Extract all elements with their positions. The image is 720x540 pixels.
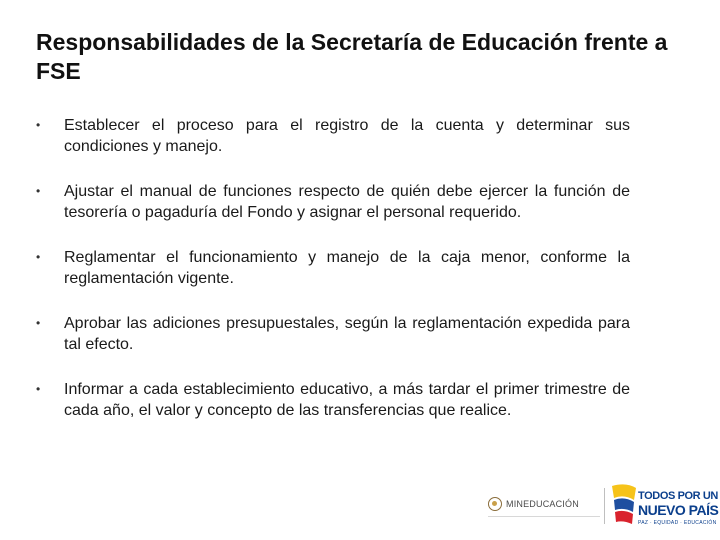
colombia-flag-swoosh-icon: [608, 480, 638, 532]
bullet-text: Informar a cada establecimiento educativo, a más tardar el primer trimestre de cada año, el valor y concepto de las transferencias que realice.: [64, 381, 630, 419]
list-item: [36, 247, 630, 289]
bullet-list: [36, 115, 630, 445]
gov-logo-tagline: PAZ · EQUIDAD · EDUCACIÓN: [638, 520, 717, 526]
bullet-icon: •: [36, 184, 41, 198]
list-item: [36, 115, 630, 157]
bullet-text: Ajustar el manual de funciones respecto de quién debe ejercer la función de tesorería o pagaduría del Fondo y asignar el personal requerido.: [64, 183, 630, 221]
gov-logo-line2: NUEVO PAÍS: [638, 502, 719, 518]
slide-title: Responsabilidades de la Secretaría de Educación frente a FSE: [36, 29, 668, 84]
list-item: [36, 181, 630, 223]
list-item: [36, 379, 630, 421]
ministry-logo-text: MINEDUCACIÓN: [506, 499, 579, 509]
ministry-logo: [488, 490, 600, 518]
bullet-text: Aprobar las adiciones presupuestales, según la reglamentación expedida para tal efecto.: [64, 315, 630, 353]
bullet-icon: •: [36, 250, 41, 264]
bullet-text: Reglamentar el funcionamiento y manejo de la caja menor, conforme la reglamentación vigente.: [64, 249, 630, 287]
colombia-coat-of-arms-icon: [488, 497, 502, 511]
ministry-logo-underline: [488, 516, 600, 517]
bullet-icon: •: [36, 316, 41, 330]
footer-divider: [604, 488, 605, 524]
bullet-icon: •: [36, 118, 41, 132]
gov-logo: [608, 476, 719, 536]
list-item: [36, 313, 630, 355]
bullet-text: Establecer el proceso para el registro de la cuenta y determinar sus condiciones y manejo.: [64, 117, 630, 155]
bullet-icon: •: [36, 382, 41, 396]
gov-logo-line1: TODOS POR UN: [638, 490, 718, 502]
